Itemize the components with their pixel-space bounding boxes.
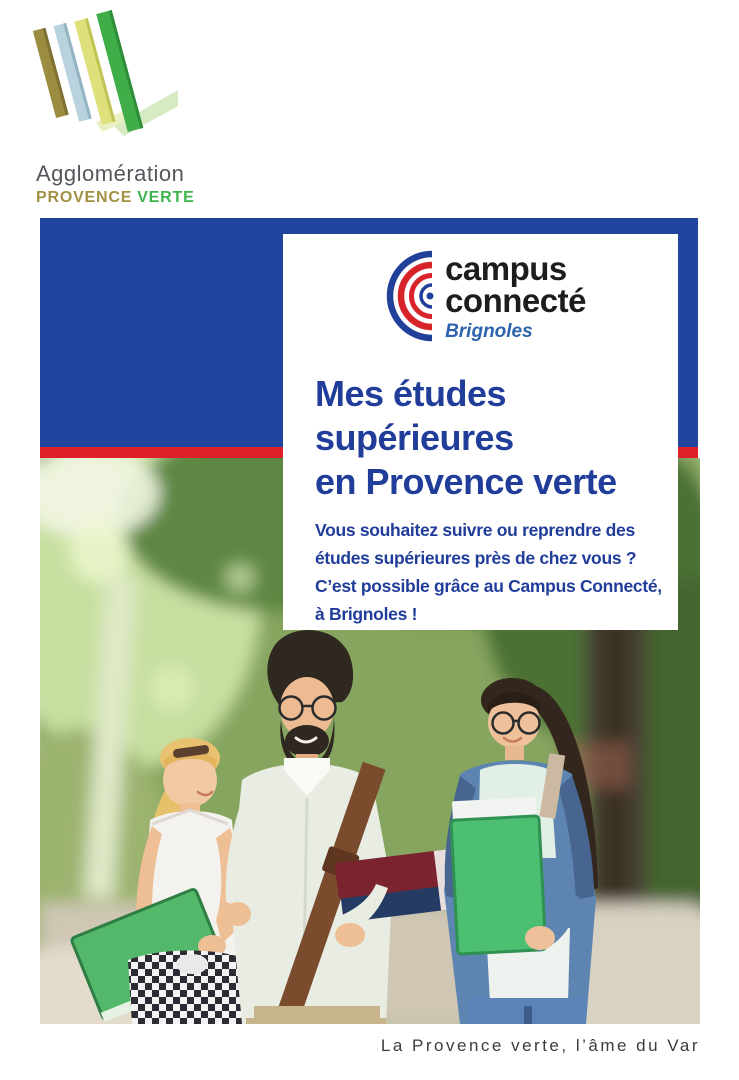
agglomeration-name: Agglomération — [36, 161, 185, 186]
brand-city: Brignoles — [445, 321, 533, 342]
brand-line-connecte: connecté — [445, 282, 586, 319]
agglomeration-territory — [36, 189, 226, 207]
intro-line-3: C’est possible grâce au Campus Connecté, — [315, 576, 662, 596]
brand-line-campus: campus — [445, 250, 567, 287]
campus-connecte-arcs-icon — [377, 249, 435, 348]
footer-slogan: La Provence verte, l’âme du Var — [380, 1036, 700, 1055]
title-line-3: en Provence verte — [315, 461, 617, 502]
page-title — [315, 372, 668, 504]
intro-paragraph — [315, 516, 668, 628]
intro-line-2: études supérieures près de chez vous ? — [315, 548, 637, 568]
title-line-1: Mes études — [315, 373, 507, 414]
territory-verte: VERTE — [137, 189, 195, 206]
title-line-2: supérieures — [315, 417, 514, 458]
campus-connecte-logo — [315, 250, 648, 346]
territory-provence: PROVENCE — [36, 189, 133, 206]
intro-line-4: à Brignoles ! — [315, 604, 418, 624]
intro-line-1: Vous souhaitez suivre ou reprendre des — [315, 520, 635, 540]
book-spines-icon — [26, 6, 226, 159]
hero-card — [283, 234, 678, 630]
agglomeration-logo — [26, 6, 226, 207]
